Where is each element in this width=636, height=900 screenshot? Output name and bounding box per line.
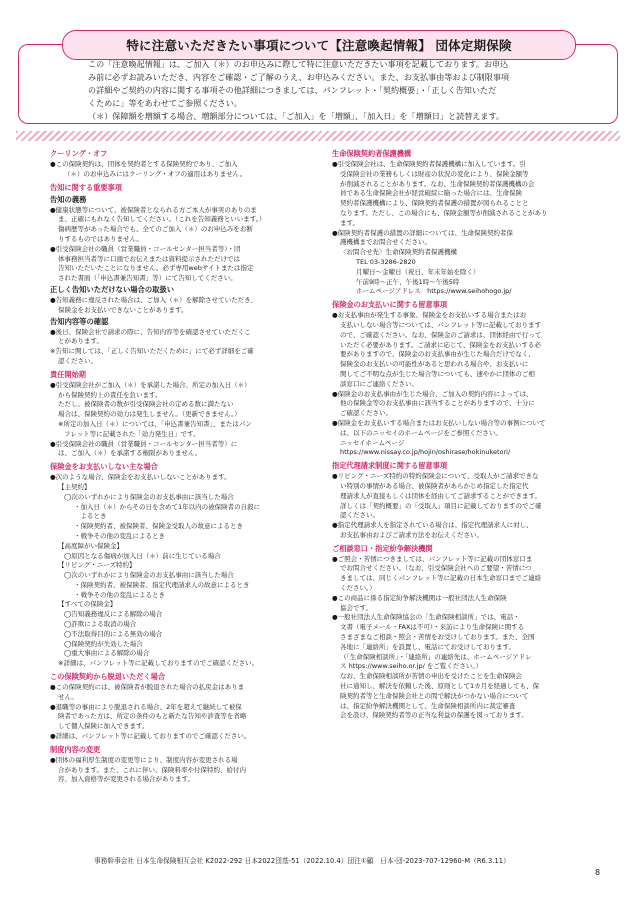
left-column: [50, 146, 320, 785]
right-column: [332, 146, 590, 721]
body-line: とがあります。: [58, 337, 103, 346]
body-line: 談窓口にご連絡ください。: [340, 379, 418, 388]
body-line: ●ご照会・苦情につきましては、パンフレット等に記載の団体窓口ま: [332, 554, 533, 563]
body-line: よるとき: [74, 512, 107, 521]
body-line: ●詳細は、パンフレット等に記載しておりますのでご確認ください。: [50, 732, 251, 741]
body-line: ●後日、保険会社で請求の際に、告知内容等を確認させていただくこ: [50, 327, 251, 336]
body-line: ●この商品に係る指定紛争解決機関は一般社団法人生命保険: [332, 593, 507, 602]
body-line: ●この保険契約は、団体を契約者とする保険契約であり、ご加入: [50, 160, 238, 168]
body-line: ・保険契約者、被保険者、指定代理請求人の故意によるとき: [74, 580, 250, 589]
body-line: ※告知に関しては、「正しく告知いただくために」にて必ず詳細をご確: [50, 347, 254, 356]
body-line: ・保険契約者、被保険者、保険金受取人の故意によるとき: [74, 522, 243, 531]
body-line: ●健康状態等について、被保険者となられる方ご本人が事実のありのま: [50, 205, 257, 214]
body-line: 月曜日～金曜日（祝日、年末年始を除く）: [356, 267, 480, 276]
body-line: 容、加入資格等が変更される場合があります。: [58, 775, 194, 784]
body-line: りするものではありません。: [58, 234, 143, 243]
body-line: ス https://www.seiho.or.jp/ をご覧ください。）: [340, 662, 483, 671]
body-line: 傷病歴等があった場合でも、全てのご加入（＊）のお申込みをお断: [58, 225, 253, 234]
section-heading: クーリング・オフ: [50, 149, 108, 158]
body-line: ください。）: [340, 584, 376, 593]
body-line: が削減されることがあります。なお、生命保険契約者保護機構の会: [340, 179, 535, 188]
body-line: ●一般社団法人生命保険協会の「生命保険相談所」では、電話・: [332, 613, 520, 622]
body-line: 文書（電子メール・FAXは不可）・来訪により生命保険に関する: [340, 623, 525, 632]
body-line: から保険契約上の責任を負います。: [58, 390, 162, 399]
body-line: 会を設け、保険契約者等の正当な利益の保護を図っております。: [340, 711, 528, 720]
body-line: ●この保険契約には、被保険者が脱退された場合の払戻金はありま: [50, 683, 245, 692]
body-line: フレット等に記載された「効力発生日」です。: [64, 429, 200, 438]
body-line: して個人保険に加入できます。: [58, 722, 149, 731]
body-line: ます。: [340, 218, 359, 227]
body-line: ただし、被保険者の数が引受保険会社の定める数に満たない: [58, 400, 234, 409]
section-heading: 保険金のお支払いに関する留意事項: [332, 300, 448, 310]
body-line: ●引受保険会社の職員（営業職員・コールセンター担当者等）に: [50, 439, 238, 448]
body-line: ※詳細は、パンフレット等に記載しておりますのでご確認ください。: [58, 659, 259, 668]
body-line: ●引受保険会社は、生命保険契約者保護機構に加入しています。引: [332, 160, 526, 168]
body-line: ●団体の福利厚生制度の変更等により、制度内容が変更される場: [50, 755, 238, 764]
body-line: 保険金のお支払いの可能性があると思われる場合や、お支払いに: [340, 360, 529, 369]
body-line: ・加入日（＊）からその日を含めて1年以内の被保険者の自殺に: [74, 502, 261, 511]
body-line: 【高度障がい保険金】: [58, 541, 123, 550]
body-line: ●リビング・ニーズ特約の特約保険金について、受取人がご請求できな: [332, 472, 539, 481]
footer-code: 事務幹事会社 日本生命保険相互会社 K2022-292 日本2022団基-51（2022.10.4）団注①顧 日本-団-2023-707-12960-M（R6.3.11）: [94, 857, 510, 865]
intro-line: この「注意喚起情報」は、ご加入（＊）のお申込みに際して特に注意いただきたい事項を記載しております。お申込: [88, 59, 509, 69]
body-line: ニッセイホームページ: [340, 438, 405, 447]
body-line: ●次のような場合、保険金をお支払いしないことがあります。: [50, 473, 231, 482]
section-heading: ご相談窓口・指定紛争解決機関: [332, 543, 433, 553]
section-heading: 責任開始期: [50, 369, 86, 379]
body-line: ま、正確にもれなく告知してください。（これを告知義務といいます。）: [58, 215, 266, 224]
body-line: ●引受保険会社がご加入（＊）を承諾した場合、所定の加入日（＊）: [50, 380, 251, 389]
body-line: ●指定代理請求人を指定されている場合は、指定代理請求人に対し、: [332, 521, 533, 530]
body-line: 保険金をお支払いできないことがあります。: [58, 305, 188, 314]
section-heading: 指定代理請求制度に関する留意事項: [332, 461, 448, 471]
body-line: TEL 03-3286-2820: [356, 257, 416, 266]
body-line: 【リビング・ニーズ特約】: [58, 561, 136, 570]
body-line: ので、ご確認ください。なお、保険金のご請求は、団体経由で行って: [340, 330, 542, 339]
section-heading: この保険契約から脱退いただく場合: [50, 672, 166, 682]
body-line: 要がありますので、保険金のお支払事由が生じた場合だけでなく、: [340, 350, 535, 359]
body-line: 詳しくは「契約概要」の「受取人」項目に記載しておりますのでご確: [340, 501, 542, 510]
intro-text: [88, 58, 564, 123]
body-line: は、指定紛争解決機関として、生命保険相談所内に裁定審査: [340, 701, 516, 710]
body-line: ・戦争その他の変乱によるとき: [74, 531, 165, 540]
hatched-divider: [16, 131, 620, 141]
body-line: ●退職等の事由により脱退される場合、2年を超えて継続して被保: [50, 702, 242, 711]
body-line: でお問合せください。（なお、引受保険会社へのご要望・苦情につ: [340, 564, 532, 573]
body-line: 告知いただいたことになりません。必ず専用webサイトまたは指定: [58, 264, 254, 273]
body-line: は、ご加入（＊）を承諾する権限がありません。: [58, 449, 202, 458]
page-number: 8: [595, 868, 601, 877]
body-line: 【主契約】: [58, 482, 91, 491]
body-line: 【すべての保険金】: [58, 600, 117, 609]
body-line: された書面（「申込書兼告知書」等）にて告知してください。: [58, 274, 237, 283]
body-line: ホームページアドレス https://www.seihohogo.jp/: [356, 287, 512, 296]
section-heading: 制度内容の変更: [50, 744, 101, 754]
body-line: ◯原因となる傷病が加入日（＊）前に生じている場合: [64, 551, 221, 560]
intro-line: み前に必ずお読みいただき、内容をご確認・ご了解のうえ、お申込みください。また、お支払事由等および制限事項: [88, 72, 510, 82]
sub-heading: 告知の義務: [50, 194, 87, 204]
body-line: https://www.nissay.co.jp/hojin/oshirase/hokinuketori/: [340, 448, 511, 457]
body-line: 他の保険金等のお支払事由に該当することがありますので、十分に: [340, 399, 535, 408]
page-title: [62, 30, 576, 60]
body-line: ●保険契約者保護の措置の詳細については、生命保険契約者保: [332, 228, 514, 237]
intro-line: くために」等をあわせてご参照ください。: [88, 98, 242, 108]
body-line: 認ください。: [58, 356, 97, 365]
body-line: 場合は、保険契約の効力は発生しません。（更新できません。）: [58, 410, 241, 419]
body-line: 支払いしない場合等については、パンフレット等に記載しております: [340, 320, 542, 329]
body-line: さまざまなご相談・照会・苦情をお受けしております。また、全国: [340, 633, 535, 642]
body-line: ◯次のいずれかにより保険金のお支払事由に該当した場合: [64, 492, 234, 501]
body-line: 合があります。また、これに伴い、保険料率や付保特約、給付内: [58, 765, 246, 774]
section-heading: 保険金をお支払いしない主な場合: [50, 462, 158, 472]
body-line: ご確認ください。: [340, 409, 392, 418]
body-line: ◯重大事由による解除の場合: [64, 649, 150, 658]
body-line: ●保険金をお支払いする場合またはお支払いしない場合等の事例について: [332, 418, 546, 427]
body-line: せん。: [58, 692, 78, 701]
body-line: ※所定の加入日（＊）については、「申込書兼告知書」、またはパン: [58, 419, 252, 428]
body-line: ◯次のいずれかにより保険金のお支払事由に該当した場合: [64, 571, 234, 580]
body-line: 午前9時～正午、午後1時～午後5時: [356, 277, 460, 286]
body-line: きましては、同じくパンフレット等に記載の日本生命窓口までご連絡: [340, 574, 542, 583]
sub-heading: 正しく告知いただけない場合の取扱い: [50, 284, 175, 294]
body-line: 受保険会社の業務もしくは財産の状況の変化により、保険金額等: [340, 169, 529, 178]
body-line: 理請求人が直接もしくは団体を経由してご請求することができます。: [340, 491, 541, 500]
body-line: 険者であった方は、所定の条件のもと新たな告知や診査等を省略: [58, 712, 247, 721]
body-line: 各地に「連絡所」を設置し、電話にてお受けしております。: [340, 642, 515, 651]
section-heading: 生命保険契約者保護機構: [332, 149, 412, 158]
intro-line: （＊）保障額を増額する場合、増額部分については、「ご加入」を「増額」、「加入日」を「増額日」と読替えます。: [88, 111, 505, 121]
body-line: 社に通知し、解決を依頼した後、原則として1カ月を経過しても、保: [340, 682, 540, 691]
body-line: 関してご不明な点が生じた場合等についても、速やかに団体のご相: [340, 369, 535, 378]
body-line: 体事務担当者等に口頭でお伝えまたは資料提示されただけでは: [58, 254, 240, 263]
body-line: 険契約者等と生命保険会社との間で解決がつかない場合について: [340, 691, 529, 700]
body-line: 〈お問合せ先〉生命保険契約者保護機構: [340, 248, 457, 257]
body-line: ・戦争その他の変乱によるとき: [74, 590, 165, 599]
body-line: ●お支払事由が発生する事象、保険金をお支払いする場合またはお: [332, 311, 527, 320]
body-line: なお、生命保険相談所が苦情の申出を受けたことを生命保険会: [340, 672, 522, 681]
sub-heading: 告知内容等の確認: [50, 316, 109, 326]
body-line: 認ください。: [340, 511, 379, 520]
body-line: は、以下のニッセイのホームページをご参照ください。: [340, 428, 502, 437]
body-line: ◯不法取得目的による無効の場合: [64, 629, 163, 638]
body-line: ◯保険契約が失効した場合: [64, 639, 143, 648]
body-line: い特別の事情がある場合、被保険者があらかじめ指定した指定代: [340, 481, 529, 490]
body-line: 協会です。: [340, 603, 372, 612]
body-line: なります。ただし、この場合にも、保険金額等が削減されることがあり: [340, 208, 548, 217]
body-line: お支払事由およびご請求方法をお伝えください。: [340, 530, 483, 539]
body-line: ●告知義務に違反された場合は、ご加入（＊）を解除させていただき、: [50, 295, 257, 304]
body-line: ◯詐欺による取消の場合: [64, 620, 137, 629]
intro-line: の詳細やご契約の内容に関する事項その他詳細につきましては、パンフレット・「契約概要」・「正しく告知いただ: [88, 85, 497, 95]
body-line: ●保険金のお支払事由が生じた場合、ご加入の契約内容によっては、: [332, 389, 533, 398]
page-title-text: 特に注意いただきたい事項について【注意喚起情報】 団体定期保険: [126, 38, 512, 53]
body-line: 員である生命保険会社が経営破綻に陥った場合には、生命保険: [340, 189, 522, 198]
section-heading: 告知に関する重要事項: [50, 182, 122, 192]
body-line: 契約者保護機構により、保険契約者保護の措置が図られることと: [340, 199, 529, 208]
body-line: （＊）のお申込みにはクーリング・オフの適用はありません。: [64, 169, 247, 178]
body-line: （「生命保険相談所」・「連絡所」の連絡先は、ホームページアドレ: [340, 652, 532, 661]
body-line: ●引受保険会社の職員（営業職員・コールセンター担当者等）・団: [50, 244, 241, 253]
body-line: ◯告知義務違反による解除の場合: [64, 610, 163, 619]
body-line: 護機構までお問合せください。: [340, 238, 431, 247]
body-line: いただく必要があります。ご請求に応じて、保険金をお支払いする必: [340, 340, 541, 349]
